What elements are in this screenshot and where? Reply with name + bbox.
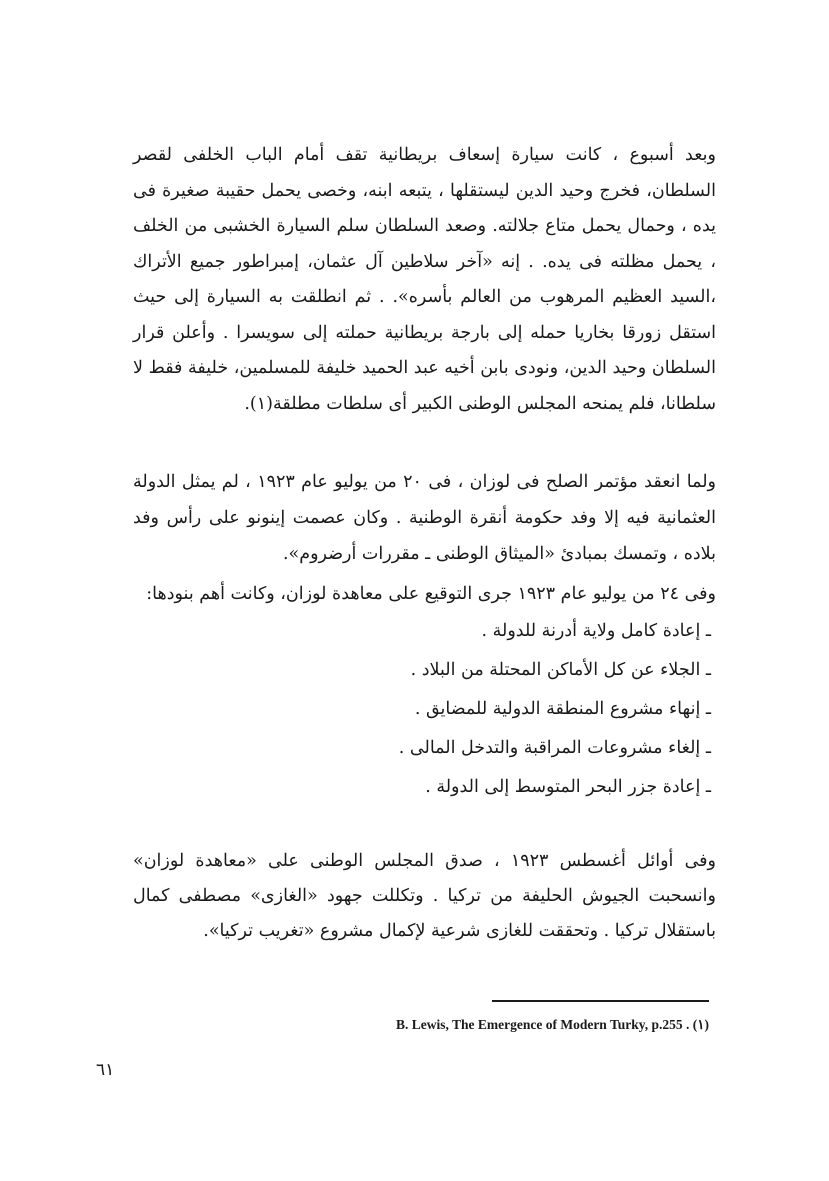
list-item: ـ إلغاء مشروعات المراقبة والتدخل المالى . <box>398 738 711 758</box>
treaty-terms-list <box>271 612 711 807</box>
list-item: ـ إعادة جزر البحر المتوسط إلى الدولة . <box>425 777 711 797</box>
list-item: ـ إنهاء مشروع المنطقة الدولية للمضايق . <box>414 699 711 719</box>
paragraph-treaty-ratification: وفى أوائل أغسطس ١٩٢٣ ، صدق المجلس الوطنى على «معاهدة لوزان» وانسحبت الجيوش الحليفة من تركيا . وتكللت جهود «الغازى» مصطفى كمال باستقلال تركيا . وتحققت للغازى شرعية لإكمال مشروع «تغريب تركيا». <box>133 851 716 941</box>
footnote-divider <box>492 1000 709 1002</box>
paragraph-sultan-departure: وبعد أسبوع ، كانت سيارة إسعاف بريطانية تقف أمام الباب الخلفى لقصر السلطان، فخرج وحيد الدين ليستقلها ، يتبعه ابنه، وخصى يحمل حقيبة صغيرة فى يده ، وحمال يحمل متاع جلالته. وصعد السلطان سلم السيارة الخشبى من الخلف ، يحمل مظلته فى يده. . إنه «آخر سلاطين آل عثمان، إمبراطور جميع الأتراك ،السيد العظيم المرهوب من العالم بأسره». . ثم انطلقت به السيارة إلى حيث استقل زورقا بخاريا حمله إلى بارجة بريطانية حملته إلى سويسرا . وأعلن قرار السلطان وحيد الدين، ونودى بابن أخيه عبد الحميد خليفة للمسلمين، خليفة فقط لا سلطانا، فلم يمنحه المجلس الوطنى الكبير أى سلطات مطلقة(١). <box>133 145 716 414</box>
page-number: ٦١ <box>96 1060 115 1080</box>
paragraph-lausanne-conference: ولما انعقد مؤتمر الصلح فى لوزان ، فى ٢٠ من يوليو عام ١٩٢٣ ، لم يمثل الدولة العثمانية فيه إلا وفد حكومة أنقرة الوطنية . وكان عصمت إينونو على رأس وفد بلاده ، وتمسك بمبادئ «الميثاق الوطنى ـ مقررات أرضروم». <box>133 472 716 564</box>
list-item: ـ إعادة كامل ولاية أدرنة للدولة . <box>481 621 711 641</box>
footnote: B. Lewis, The Emergence of Modern Turky, p.255 . (١) <box>395 1017 709 1032</box>
list-item: ـ الجلاء عن كل الأماكن المحتلة من البلاد . <box>410 660 711 680</box>
paragraph-treaty-signing: وفى ٢٤ من يوليو عام ١٩٢٣ جرى التوقيع على معاهدة لوزان، وكانت أهم بنودها: <box>146 584 716 604</box>
